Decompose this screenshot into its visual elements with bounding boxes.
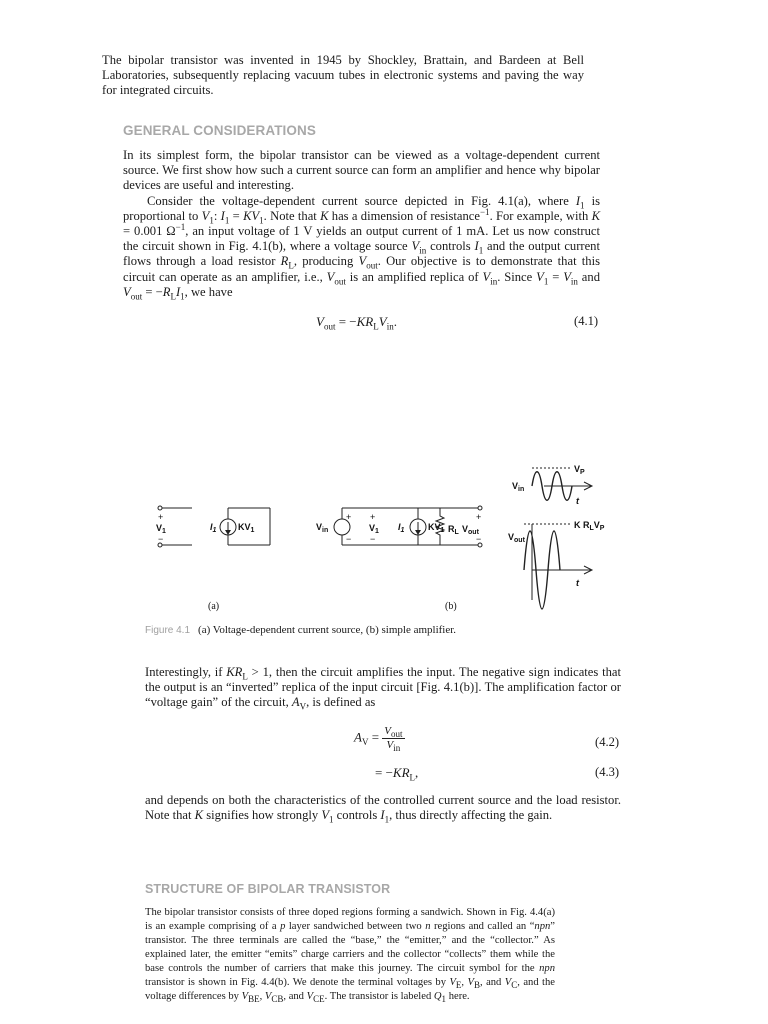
body-paragraph-4: The bipolar transistor consists of three doped regions forming a sandwich. Shown in Fig. 4.4(a) is an example comprising of a p layer sandwiched between two n regions and called an “npn” transistor. The three terminals are called the “base,” the “emitter,” and the “collector.” As explained later, the emitter “emits” charge carriers and the collector “collects” them while the base controls the number of carriers that make this journey. The circuit symbol for the npn transistor is shown in Fig. 4.4(b). We denote the terminal voltages by $V_E$, $V_B$, and $V_C$, and the voltage differences by $V_{BE}$, $V_{CB}$, and $V_{CE}$. The transistor is labeled $Q_1$ here. (145, 907, 555, 1005)
fig-a-v1-label: $V_1$ (156, 523, 166, 535)
fig-a-minus: − (158, 534, 164, 544)
figure-4-1 (140, 460, 640, 620)
fig-b-vin-minus: − (346, 534, 352, 544)
gain-fraction: $\frac{V_{out}}{V_{in}}$ (384, 725, 403, 754)
figure-caption-label: Figure 4.1 (145, 625, 191, 636)
fig-b-vout-plus: + (476, 512, 482, 522)
fig-b-i1-label: $I_1$ (398, 522, 405, 534)
wave-vin-label: $V_{in}$ (512, 481, 525, 493)
wave-vout-label: $V_{out}$ (508, 532, 525, 544)
fig-waveforms (524, 468, 592, 609)
equation-4-1: $V_{out} = -KR_LV_{in}$. (316, 314, 397, 332)
fig-b-kv1-label: $KV_1$ (428, 522, 445, 534)
wave-t-label-top: t (576, 496, 579, 506)
fig-b-vout-minus: − (476, 534, 482, 544)
body-paragraph-3: and depends on both the characteristics of the controlled current source and the load resistor. Note that K signifies how strongly $V_1$ controls $I_1$, thus directly affecting the gain. (145, 793, 621, 825)
section-heading-structure: STRUCTURE OF BIPOLAR TRANSISTOR (145, 882, 391, 896)
figure-caption (145, 624, 456, 636)
equation-4-2: $A_V$ = $\frac{V_{out}}{V_{in}}$ (354, 725, 403, 754)
paragraph-simplest-form: In its simplest form, the bipolar transistor can be viewed as a voltage-dependent current source. We first show how such a current source can form an amplifier and hence why bipolar devices are useful and interesting. (123, 148, 600, 193)
equation-number-4-1: (4.1) (574, 314, 599, 328)
fig-b-vin-label: $V_{in}$ (316, 522, 329, 534)
fig-b-v1-minus: − (370, 534, 376, 544)
body-paragraph-2: Interestingly, if $KR_L > 1$, then the circuit amplifies the input. The negative sign indicates that the output is an “inverted” replica of the input circuit [Fig. 4.1(b)]. The amplification factor or “voltage gain” of the circuit, $A_V$, is defined as (145, 665, 621, 712)
section-heading-general: GENERAL CONSIDERATIONS (123, 123, 316, 138)
paragraph-consider: Consider the voltage-dependent current source depicted in Fig. 4.1(a), where $I_1$ is proportional to $V_1$: $I_1 = KV_1$. Note that K has a dimension of resistance$^{-1}$. For example, with K = 0.001 $\Omega^{-1}$, an input voltage of 1 V yields an output current of 1 mA. Let us now construct the circuit shown in Fig. 4.1(b), where a voltage source $V_{in}$ controls $I_1$ and the output current flows through a load resistor $R_L$, producing $V_{out}$. Our objective is to demonstrate that this circuit can operate as an amplifier, i.e., $V_{out}$ is an amplified replica of $V_{in}$. Since $V_1 = V_{in}$ and $V_{out} = -R_LI_1$, we have (123, 193, 601, 302)
wave-t-label-bottom: t (576, 578, 579, 588)
wave-krlvp-label: K $R_LV_P$ (574, 520, 605, 532)
wave-vp-label: $V_P$ (574, 464, 585, 476)
fig-label-b: (b) (445, 601, 457, 612)
fig-a-kv1-label: $KV_1$ (238, 522, 255, 534)
equation-number-4-3: (4.3) (595, 765, 620, 779)
fig-b-vin-plus: + (346, 512, 352, 522)
fig-b-rl-label: $R_L$ (448, 524, 459, 536)
fig-b-v1-label: $V_1$ (369, 523, 379, 535)
fig-b-circuit (334, 506, 482, 547)
equation-number-4-2: (4.2) (595, 735, 620, 749)
fig-a-plus: + (158, 512, 164, 522)
equation-4-3: = $-KR_L$, (375, 765, 419, 783)
figure-caption-text: (a) Voltage-dependent current source, (b) simple amplifier. (198, 624, 457, 636)
fig-a-i1-label: $I_1$ (210, 522, 217, 534)
fig-b-vout-label: $V_{out}$ (462, 524, 479, 536)
intro-paragraph: The bipolar transistor was invented in 1945 by Shockley, Brattain, and Bardeen at Bell Laboratories, subsequently replacing vacuum tubes in electronic systems and paving the way for integrated circuits. (102, 53, 584, 98)
fig-b-v1-plus: + (370, 512, 376, 522)
body-paragraph-1 (123, 148, 600, 300)
fig-label-a: (a) (208, 601, 220, 612)
